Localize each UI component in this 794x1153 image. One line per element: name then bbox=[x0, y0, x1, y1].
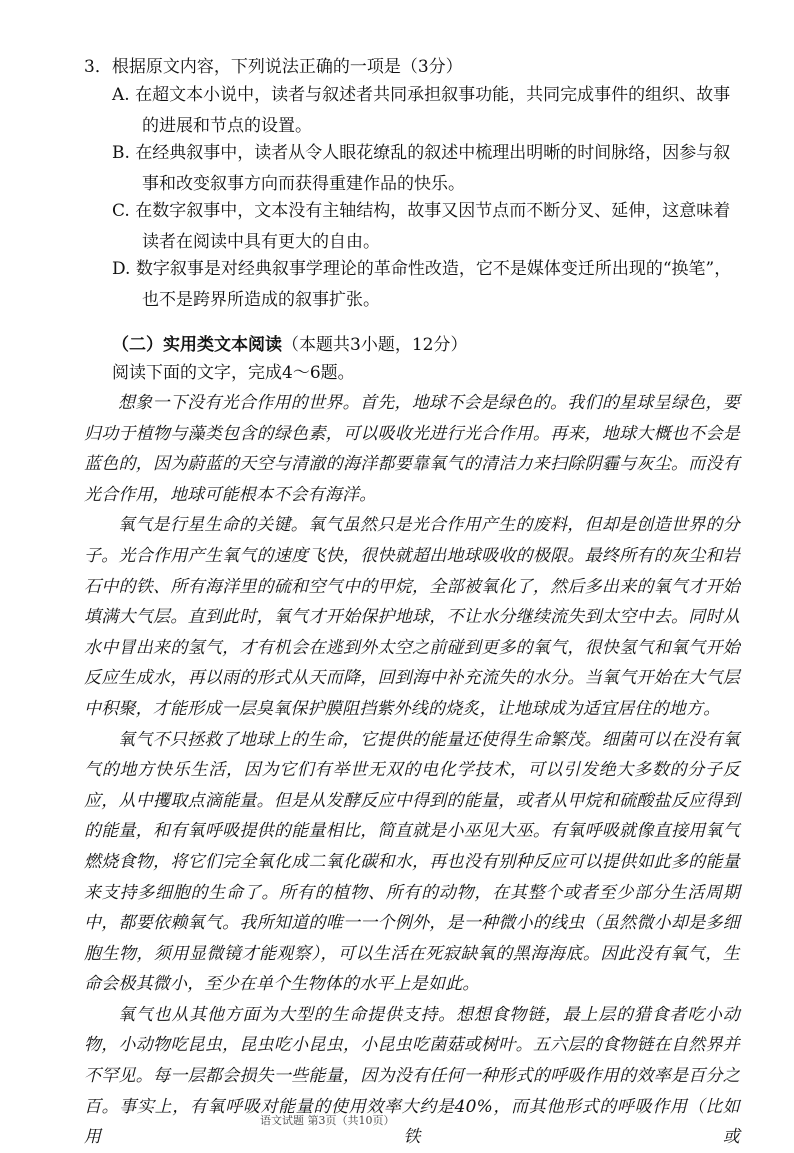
option-a-line1: A. 在超文本小说中，读者与叙述者共同承担叙事功能，共同完成事件的组织、故事 bbox=[112, 85, 731, 105]
question-3-stem: 3．根据原文内容，下列说法正确的一项是（3分） bbox=[84, 57, 463, 77]
option-c bbox=[112, 196, 744, 258]
section-2-title: （二）实用类文本阅读 bbox=[112, 335, 282, 355]
option-d-label: D. bbox=[112, 259, 131, 279]
page-footer: 语文试题 第3页（共10页） bbox=[260, 1114, 395, 1127]
section-2-instruction: 阅读下面的文字，完成4～6题。 bbox=[112, 363, 355, 383]
passage-paragraph-3: 氧气不只拯救了地球上的生命，它提供的能量还使得生命繁茂。细菌可以在没有氧气的地方快乐生活，因为它们有举世无双的电化学技术，可以引发绝大多数的分子反应，从中攫取点滴能量。但是从发酵反应中得到的能量，或者从甲烷和硫酸盐反应得到的能量，和有氧呼吸提供的能量相比，简直就是小巫见大巫。有氧呼吸就像直接用氧气燃烧食物，将它们完全氧化成二氧化碳和水，再也没有别种反应可以提供如此多的能量来支持多细胞的生命了。所有的植物、所有的动物，在其整个或者至少部分生活周期中，都要依赖氧气。我所知道的唯一一个例外，是一种微小的线虫（虽然微小却是多细胞生物，须用显微镜才能观察），可以生活在死寂缺氧的黑海海底。因此没有氧气，生命会极其微小，至少在单个生物体的水平上是如此。 bbox=[84, 729, 740, 995]
passage-paragraph-1: 想象一下没有光合作用的世界。首先，地球不会是绿色的。我们的星球呈绿色，要归功于植物与藻类包含的绿色素，可以吸收光进行光合作用。再来，地球大概也不会是蓝色的，因为蔚蓝的天空与清澈的海洋都要靠氧气的清洁力来扫除阴霾与灰尘。而没有光合作用，地球可能根本不会有海洋。 bbox=[84, 393, 740, 505]
option-c-label: C. bbox=[112, 201, 130, 221]
option-b-label: B. bbox=[112, 143, 130, 163]
option-d-line2: 也不是跨界所造成的叙事扩张。 bbox=[142, 290, 380, 310]
option-c-line2: 读者在阅读中具有更大的自由。 bbox=[142, 232, 380, 252]
option-a-line2: 的进展和节点的设置。 bbox=[142, 116, 312, 136]
option-b-line1: B. 在经典叙事中，读者从令人眼花缭乱的叙述中梳理出明晰的时间脉络，因参与叙 bbox=[112, 143, 731, 163]
option-a-label: A. bbox=[112, 85, 130, 105]
option-d bbox=[112, 254, 744, 316]
option-b-line2: 事和改变叙事方向而获得重建作品的快乐。 bbox=[142, 174, 465, 194]
passage-paragraph-2: 氧气是行星生命的关键。氧气虽然只是光合作用产生的废料，但却是创造世界的分子。光合作用产生氧气的速度飞快，很快就超出地球吸收的极限。最终所有的灰尘和岩石中的铁、所有海洋里的硫和空气中的甲烷，全部被氧化了，然后多出来的氧气才开始填满大气层。直到此时，氧气才开始保护地球，不让水分继续流失到太空中去。同时从水中冒出来的氢气，才有机会在逃到外太空之前碰到更多的氧气，很快氢气和氧气开始反应生成水，再以雨的形式从天而降，回到海中补充流失的水分。当氧气开始在大气层中积聚，才能形成一层臭氧保护膜阻挡紫外线的烧炙，让地球成为适宜居住的地方。 bbox=[84, 515, 740, 719]
section-2-heading bbox=[112, 330, 467, 360]
option-a bbox=[112, 80, 744, 142]
passage-paragraph-4: 氧气也从其他方面为大型的生命提供支持。想想食物链，最上层的猎食者吃小动物，小动物吃昆虫，昆虫吃小昆虫，小昆虫吃菌菇或树叶。五六层的食物链在自然界并不罕见。每一层都会损失一些能量，因为没有任何一种形式的呼吸作用的效率是百分之百。事实上，有氧呼吸对能量的使用效率大约是40%，而其他形式的呼吸作用（比如用铁或 bbox=[84, 1004, 740, 1148]
reading-passage bbox=[84, 388, 740, 1153]
option-c-line1: C. 在数字叙事中，文本没有主轴结构，故事又因节点而不断分叉、延伸，这意味着 bbox=[112, 201, 731, 221]
option-b bbox=[112, 138, 744, 200]
option-d-line1: D. 数字叙事是对经典叙事学理论的革命性改造，它不是媒体变迁所出现的“换笔”， bbox=[112, 259, 732, 279]
section-2-meta: （本题共3小题，12分） bbox=[282, 335, 468, 355]
